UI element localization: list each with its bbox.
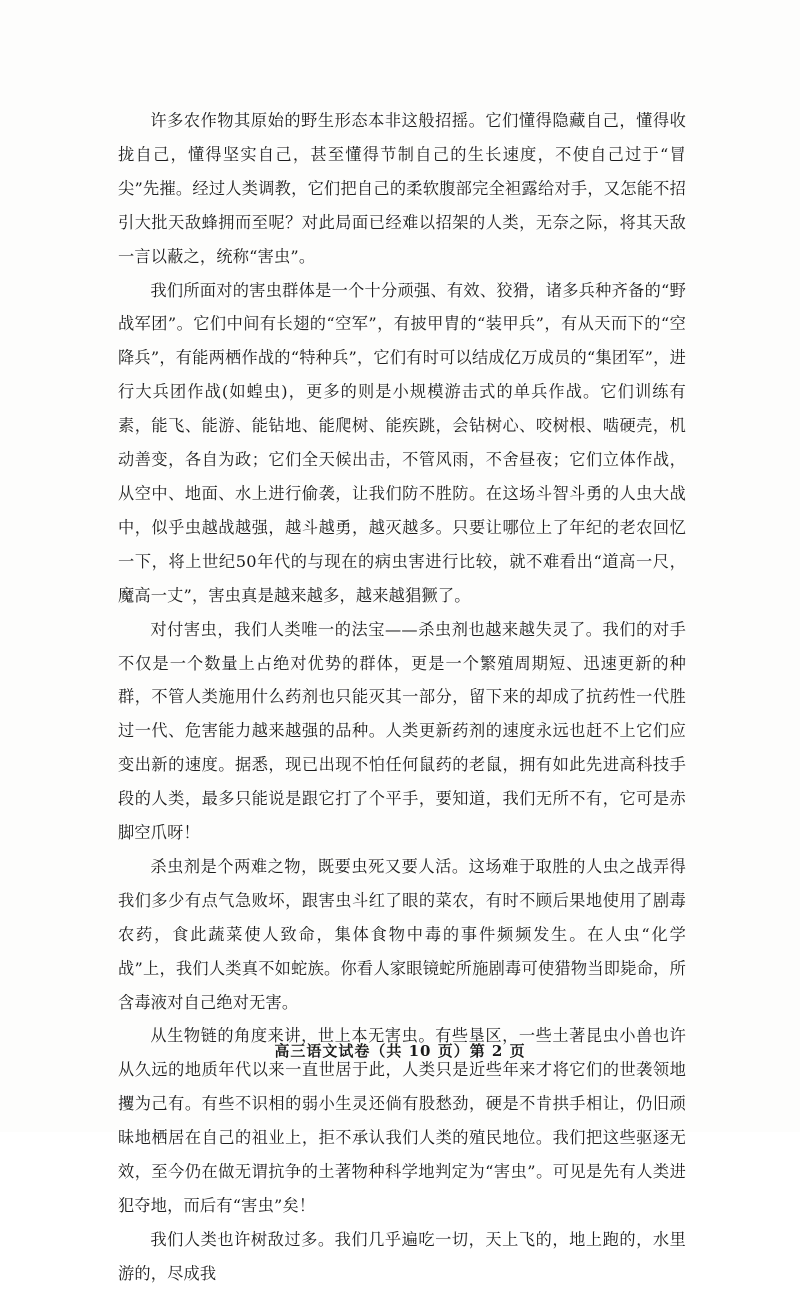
paragraph-6: 我们人类也许树敌过多。我们几乎遍吃一切，天上飞的，地上跑的，水里游的，尽成我 bbox=[118, 1229, 686, 1283]
paragraph-2: 我们所面对的害虫群体是一个十分顽强、有效、狡猾，诸多兵种齐备的“野战军团”。它们中间有长翅的“空军”，有披甲胄的“装甲兵”，有从天而下的“空降兵”，有能两栖作战的“特种兵”，它们有时可以结成亿万成员的“集团军”，进行大兵团作战(如蝗虫)，更多的则是小规模游击式的单兵作战。它们训练有素，能飞、能游、能钻地、能爬树、能疾跳，会钻树心、咬树根、啮硬壳，机动善变，各自为政；它们全天候出击，不管风雨，不舍昼夜；它们立体作战，从空中、地面、水上进行偷袭，让我们防不胜防。在这场斗智斗勇的人虫大战中，似乎虫越战越强，越斗越勇，越灭越多。只要让哪位上了年纪的老农回忆一下，将上世纪50年代的与现在的病虫害进行比较，就不难看出“道高一尺，魔高一丈”，害虫真是越来越多，越来越猖獗了。 bbox=[118, 280, 686, 605]
article-body bbox=[118, 104, 686, 1291]
paragraph-1: 许多农作物其原始的野生形态本非这般招摇。它们懂得隐藏自己，懂得收拢自己，懂得坚实自己，甚至懂得节制自己的生长速度，不使自己过于“冒尖”先摧。经过人类调教，它们把自己的柔软腹部完全袒露给对手，又怎能不招引大批天敌蜂拥而至呢？对此局面已经难以招架的人类，无奈之际，将其天敌一言以蔽之，统称“害虫”。 bbox=[118, 111, 686, 266]
paragraph-4: 杀虫剂是个两难之物，既要虫死又要人活。这场难于取胜的人虫之战弄得我们多少有点气急败坏，跟害虫斗红了眼的菜农，有时不顾后果地使用了剧毒农药，食此蔬菜使人致命，集体食物中毒的事件频频发生。在人虫“化学战”上，我们人类真不如蛇族。你看人家眼镜蛇所施剧毒可使猎物当即毙命，所含毒液对自己绝对无害。 bbox=[118, 856, 686, 1012]
paragraph-5: 从生物链的角度来讲，世上本无害虫。有些垦区，一些土著昆虫小兽也许从久远的地质年代以来一直世居于此，人类只是近些年来才将它们的世袭领地攫为己有。有些不识相的弱小生灵还倘有股愁劲，硬是不肯拱手相让，仍旧顽昧地栖居在自己的祖业上，拒不承认我们人类的殖民地位。我们把这些驱逐无效，至今仍在做无谓抗争的土著物种科学地判定为“害虫”。可见是先有人类进犯夺地，而后有“害虫”矣！ bbox=[118, 1026, 686, 1215]
paragraph-3: 对付害虫，我们人类唯一的法宝——杀虫剂也越来越失灵了。我们的对手不仅是一个数量上占绝对优势的群体，更是一个繁殖周期短、迅速更新的种群，不管人类施用什么药剂也只能灭其一部分，留下来的却成了抗药性一代胜过一代、危害能力越来越强的品种。人类更新药剂的速度永远也赶不上它们应变出新的速度。据悉，现已出现不怕任何鼠药的老鼠，拥有如此先进高科技手段的人类，最多只能说是跟它打了个平手，要知道，我们无所不有，它可是赤脚空爪呀！ bbox=[118, 619, 686, 843]
page-footer: 高三语文试卷（共 10 页）第 2 页 bbox=[274, 1042, 526, 1060]
